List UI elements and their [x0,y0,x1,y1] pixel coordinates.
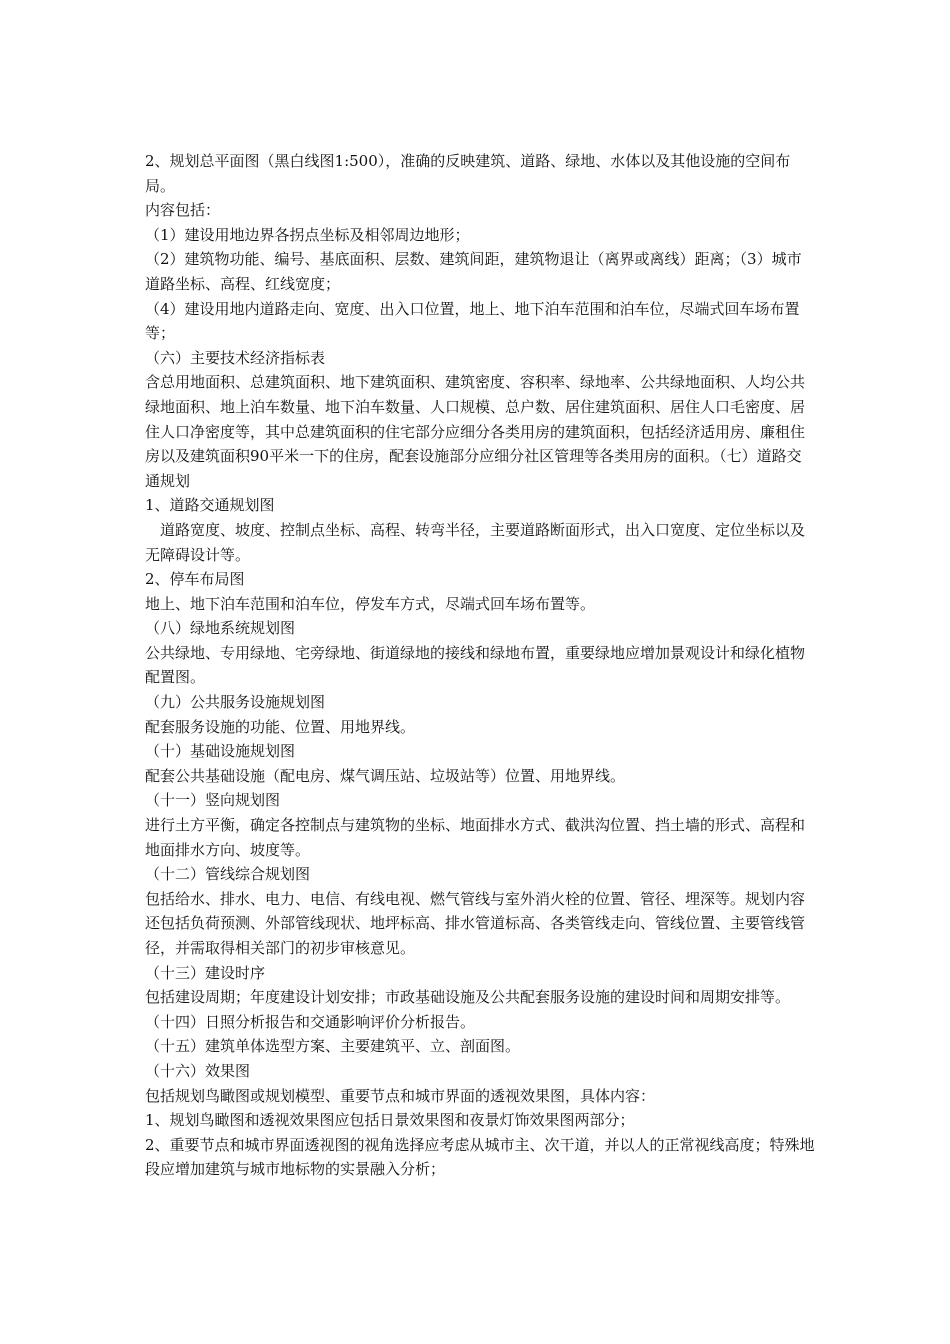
heading-road-plan: 1、道路交通规划图 [145,496,275,515]
paragraph-renderings: 包括规划鸟瞰图或规划模型、重要节点和城市界面的透视效果图，具体内容： [145,1086,656,1105]
heading-section-13: （十三）建设时序 [145,963,266,982]
paragraph-public-services: 配套服务设施的功能、位置、用地界线。 [145,717,416,736]
document-body [145,149,815,1182]
paragraph-contents-heading: 内容包括： [145,201,221,220]
paragraph-pipelines: 包括给水、排水、电力、电信、有线电视、燃气管线与室外消火栓的位置、管径、埋深等。规划内容还包括负荷预测、外部管线现状、地坪标高、排水管道标高、各类管线走向、管线位置、主要管线管径，并需取得相关部门的初步审核意见。 [145,889,806,957]
heading-section-15: （十五）建筑单体选型方案、主要建筑平、立、剖面图。 [145,1037,521,1056]
paragraph-item-1: （1）建设用地边界各拐点坐标及相邻周边地形； [145,225,470,244]
heading-section-11: （十一）竖向规划图 [145,791,281,810]
paragraph-schedule: 包括建设周期；年度建设计划安排；市政基础设施及公共配套服务设施的建设时间和周期安排等。 [145,988,791,1007]
paragraph-item-2-3: （2）建筑物功能、编号、基底面积、层数、建筑间距，建筑物退让（离界或离线）距离；（3）城市道路坐标、高程、红线宽度； [145,250,802,293]
paragraph-item-4: （4）建设用地内道路走向、宽度、出入口位置，地上、地下泊车范围和泊车位，尽端式回车场布置等； [145,299,800,343]
paragraph-infrastructure: 配套公共基础设施（配电房、煤气调压站、垃圾站等）位置、用地界线。 [145,766,626,785]
paragraph-renderings-item-2: 2、重要节点和城市界面透视图的视角选择应考虑从城市主、次干道，并以人的正常视线高度；特殊地段应增加建筑与城市地标物的实景融入分析； [145,1135,815,1179]
paragraph-parking: 地上、地下泊车范围和泊车位，停发车方式，尽端式回车场布置等。 [145,594,596,613]
heading-section-12: （十二）管线综合规划图 [145,865,311,884]
heading-section-16: （十六）效果图 [145,1061,251,1080]
paragraph-indicators: 含总用地面积、总建筑面积、地下建筑面积、建筑密度、容积率、绿地率、公共绿地面积、人均公共绿地面积、地上泊车数量、地下泊车数量、人口规模、总户数、居住建筑面积、居住人口毛密度、居住人口净密度等，其中总建筑面积的住宅部分应细分各类用房的建筑面积，包括经济适用房、廉租住房以及建筑面积90平米一下的住房，配套设施部分应细分社区管理等各类用房的面积。（七）道路交通规划 [145,373,806,490]
paragraph-renderings-item-1: 1、规划鸟瞰图和透视效果图应包括日景效果图和夜景灯饰效果图两部分； [145,1111,635,1130]
heading-section-6: （六）主要技术经济指标表 [145,348,326,367]
heading-section-8: （八）绿地系统规划图 [145,619,296,638]
heading-section-9: （九）公共服务设施规划图 [145,693,326,712]
heading-section-10: （十）基础设施规划图 [145,742,296,761]
paragraph-green-space: 公共绿地、专用绿地、宅旁绿地、街道绿地的接线和绿地布置，重要绿地应增加景观设计和绿化植物配置图。 [145,643,806,687]
heading-section-14: （十四）日照分析报告和交通影响评价分析报告。 [145,1012,476,1031]
paragraph-vertical-plan: 进行土方平衡，确定各控制点与建筑物的坐标、地面排水方式、截洪沟位置、挡土墙的形式、高程和地面排水方向、坡度等。 [145,816,806,859]
paragraph-road-plan: 道路宽度、坡度、控制点坐标、高程、转弯半径，主要道路断面形式，出入口宽度、定位坐标以及无障碍设计等。 [145,520,806,564]
paragraph-site-plan: 2、规划总平面图（黑白线图1:500），准确的反映建筑、道路、绿地、水体以及其他设施的空间布局。 [145,152,791,195]
heading-parking: 2、停车布局图 [145,570,245,589]
